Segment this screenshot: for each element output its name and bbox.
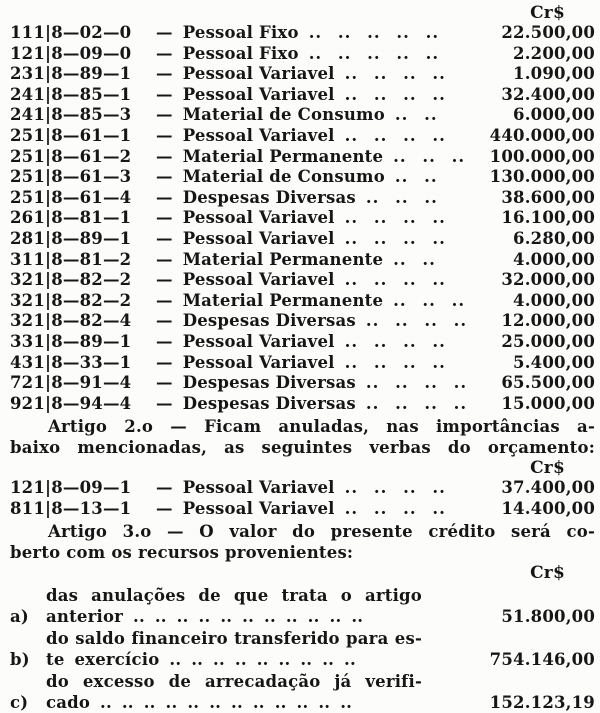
row-separator: — — [156, 270, 173, 290]
row-code: 111|8—02—0 — [10, 23, 132, 42]
item-amount: 51.800,00 — [501, 607, 595, 627]
row-separator: — — [156, 331, 173, 351]
row-separator: — — [156, 208, 173, 228]
row-amount: 4.000,00 — [513, 290, 595, 310]
row-amount: 37.400,00 — [501, 478, 595, 498]
resource-item — [10, 628, 595, 670]
row-code: 321|8—82—4 — [10, 311, 132, 331]
row-code: 231|8—89—1 — [10, 64, 132, 84]
row-code: 921|8—94—4 — [10, 393, 132, 413]
row-amount: 6.280,00 — [513, 228, 595, 248]
row-label: Material Permanente — [182, 146, 384, 166]
row-leader-dots: .. .. .. .. .. — [308, 23, 440, 42]
row-leader-dots: .. .. .. .. — [344, 228, 446, 248]
row-amount: 32.400,00 — [501, 84, 595, 104]
row-code: 261|8—81—1 — [10, 208, 132, 228]
row-amount: 22.500,00 — [501, 23, 595, 42]
row-code: 281|8—89—1 — [10, 228, 132, 248]
budget-row — [10, 188, 595, 209]
row-label: Pessoal Variavel — [182, 270, 335, 290]
row-code: 251|8—61—1 — [10, 125, 132, 145]
item-text-line-2: cado .. .. .. .. .. .. .. .. .. .. .. .. — [46, 693, 353, 713]
row-code: 321|8—82—2 — [10, 270, 132, 290]
paragraph-line: Artigo 2.o — Ficam anuladas, nas importâncias a- — [48, 417, 595, 437]
row-leader-dots: .. .. .. .. — [344, 478, 446, 498]
row-separator: — — [156, 84, 173, 104]
row-code: 241|8—85—1 — [10, 84, 132, 104]
item-text — [46, 628, 422, 670]
row-label: Despesas Diversas — [182, 373, 356, 393]
row-separator: — — [156, 43, 173, 63]
article-3-paragraph — [10, 521, 595, 563]
budget-row — [10, 373, 595, 394]
item-text-line-2: te exercício .. .. .. .. .. .. .. .. .. — [46, 650, 356, 670]
row-leader-dots: .. .. .. .. — [344, 270, 446, 290]
row-leader-dots: .. .. — [393, 249, 436, 269]
row-amount: 12.000,00 — [501, 311, 595, 331]
row-separator: — — [156, 249, 173, 269]
item-text — [46, 671, 422, 713]
row-leader-dots: .. .. .. — [393, 146, 466, 166]
row-amount: 130.000,00 — [489, 167, 595, 187]
row-label: Pessoal Variavel — [182, 208, 335, 228]
budget-row — [10, 229, 595, 250]
row-leader-dots: .. .. .. .. — [344, 125, 446, 145]
row-separator: — — [156, 393, 173, 413]
row-code: 721|8—91—4 — [10, 373, 132, 393]
row-amount: 32.000,00 — [501, 270, 595, 290]
row-code: 241|8—85—3 — [10, 105, 132, 125]
row-separator: — — [156, 373, 173, 393]
row-leader-dots: .. .. .. .. — [365, 393, 468, 413]
row-code: 251|8—61—4 — [10, 187, 132, 207]
row-leader-dots: .. .. .. .. — [344, 208, 446, 228]
budget-row — [10, 478, 595, 499]
row-label: Pessoal Variavel — [182, 228, 335, 248]
currency-header-credit: Cr$ — [530, 3, 565, 23]
row-separator: — — [156, 146, 173, 166]
row-separator: — — [156, 187, 173, 207]
row-separator: — — [156, 352, 173, 372]
budget-row — [10, 64, 595, 85]
paragraph-line: Artigo 3.o — O valor do presente crédito será co- — [48, 522, 595, 542]
row-label: Pessoal Fixo — [182, 43, 299, 63]
item-amount: 152.123,19 — [489, 693, 595, 713]
row-leader-dots: .. .. .. — [365, 187, 438, 207]
row-label: Pessoal Variavel — [182, 498, 335, 518]
row-amount: 5.400,00 — [513, 352, 595, 372]
row-amount: 1.090,00 — [513, 64, 595, 84]
budget-row — [10, 250, 595, 271]
row-code: 311|8—81—2 — [10, 249, 132, 269]
row-leader-dots: .. .. .. .. — [344, 64, 446, 84]
budget-row — [10, 85, 595, 106]
row-label: Despesas Diversas — [182, 311, 356, 331]
row-separator: — — [156, 64, 173, 84]
row-amount: 14.400,00 — [501, 498, 595, 518]
row-label: Pessoal Variavel — [182, 84, 335, 104]
budget-row — [10, 44, 595, 65]
row-separator: — — [156, 290, 173, 310]
item-letter: b) — [10, 650, 30, 670]
row-label: Pessoal Variavel — [182, 64, 335, 84]
article-2-paragraph — [10, 416, 595, 458]
budget-row — [10, 291, 595, 312]
item-text-line-2: anterior .. .. .. .. .. .. .. .. .. .. .. — [46, 607, 364, 627]
row-leader-dots: .. .. — [394, 167, 438, 187]
row-amount: 2.200,00 — [513, 43, 595, 63]
budget-row — [10, 394, 595, 415]
row-label: Despesas Diversas — [182, 187, 356, 207]
row-code: 321|8—82—2 — [10, 290, 132, 310]
budget-row — [10, 499, 595, 520]
row-leader-dots: .. .. .. .. — [365, 311, 468, 331]
item-amount: 754.146,00 — [489, 650, 595, 670]
row-leader-dots: .. .. — [394, 105, 438, 125]
row-separator: — — [156, 167, 173, 187]
budget-row — [10, 126, 595, 147]
row-label: Material de Consumo — [182, 167, 385, 187]
row-label: Pessoal Fixo — [182, 23, 299, 42]
row-leader-dots: .. .. .. .. — [365, 373, 468, 393]
row-code: 811|8—13—1 — [10, 498, 132, 518]
item-letter: a) — [10, 607, 29, 627]
row-leader-dots: .. .. .. .. — [344, 331, 446, 351]
row-leader-dots: .. .. .. .. — [344, 498, 446, 518]
row-label: Pessoal Variavel — [182, 478, 335, 498]
row-separator: — — [156, 311, 173, 331]
resource-item — [10, 585, 595, 627]
row-label: Pessoal Variavel — [182, 331, 335, 351]
paragraph-line: baixo mencionadas, as seguintes verbas do orçamento: — [10, 438, 595, 458]
row-separator: — — [156, 478, 173, 498]
row-label: Pessoal Variavel — [182, 352, 335, 372]
row-amount: 15.000,00 — [501, 393, 595, 413]
item-text — [46, 585, 422, 627]
credit-table — [10, 23, 595, 414]
row-leader-dots: .. .. .. .. — [344, 84, 446, 104]
row-separator: — — [156, 498, 173, 518]
row-label: Material de Consumo — [182, 105, 385, 125]
item-text-line-1: do saldo financeiro transferido para es- — [46, 629, 422, 649]
row-amount: 440.000,00 — [489, 125, 595, 145]
row-leader-dots: .. .. .. .. .. — [308, 43, 440, 63]
row-amount: 4.000,00 — [513, 249, 595, 269]
row-separator: — — [156, 23, 173, 42]
budget-row — [10, 147, 595, 168]
row-label: Material Permanente — [182, 290, 384, 310]
paragraph-line: berto com os recursos provenientes: — [10, 543, 354, 563]
row-separator: — — [156, 228, 173, 248]
row-separator: — — [156, 125, 173, 145]
row-code: 121|8—09—1 — [10, 478, 132, 498]
currency-header-annulled: Cr$ — [530, 458, 565, 479]
row-label: Material Permanente — [182, 249, 384, 269]
row-code: 121|8—09—0 — [10, 43, 132, 63]
row-separator: — — [156, 105, 173, 125]
currency-header-resources: Cr$ — [530, 563, 565, 584]
row-amount: 38.600,00 — [501, 187, 595, 207]
item-text-line-1: do excesso de arrecadação já verifi- — [46, 672, 422, 692]
budget-row — [10, 208, 595, 229]
row-leader-dots: .. .. .. .. — [344, 352, 446, 372]
budget-row — [10, 353, 595, 374]
row-label: Pessoal Variavel — [182, 125, 335, 145]
row-code: 251|8—61—2 — [10, 146, 132, 166]
row-amount: 6.000,00 — [513, 105, 595, 125]
row-label: Despesas Diversas — [182, 393, 356, 413]
budget-row — [10, 167, 595, 188]
row-code: 331|8—89—1 — [10, 331, 132, 351]
row-amount: 100.000,00 — [489, 146, 595, 166]
row-amount: 65.500,00 — [501, 373, 595, 393]
resource-item — [10, 671, 595, 713]
budget-row — [10, 270, 595, 291]
item-text-line-1: das anulações de que trata o artigo — [46, 586, 422, 606]
row-code: 251|8—61—3 — [10, 167, 132, 187]
budget-row — [10, 332, 595, 353]
budget-row — [10, 311, 595, 332]
item-letter: c) — [10, 693, 29, 713]
annulled-table — [10, 478, 595, 519]
row-amount: 25.000,00 — [501, 331, 595, 351]
row-code: 431|8—33—1 — [10, 352, 132, 372]
budget-row — [10, 23, 595, 44]
row-amount: 16.100,00 — [501, 208, 595, 228]
budget-row — [10, 105, 595, 126]
row-leader-dots: .. .. .. — [393, 290, 466, 310]
